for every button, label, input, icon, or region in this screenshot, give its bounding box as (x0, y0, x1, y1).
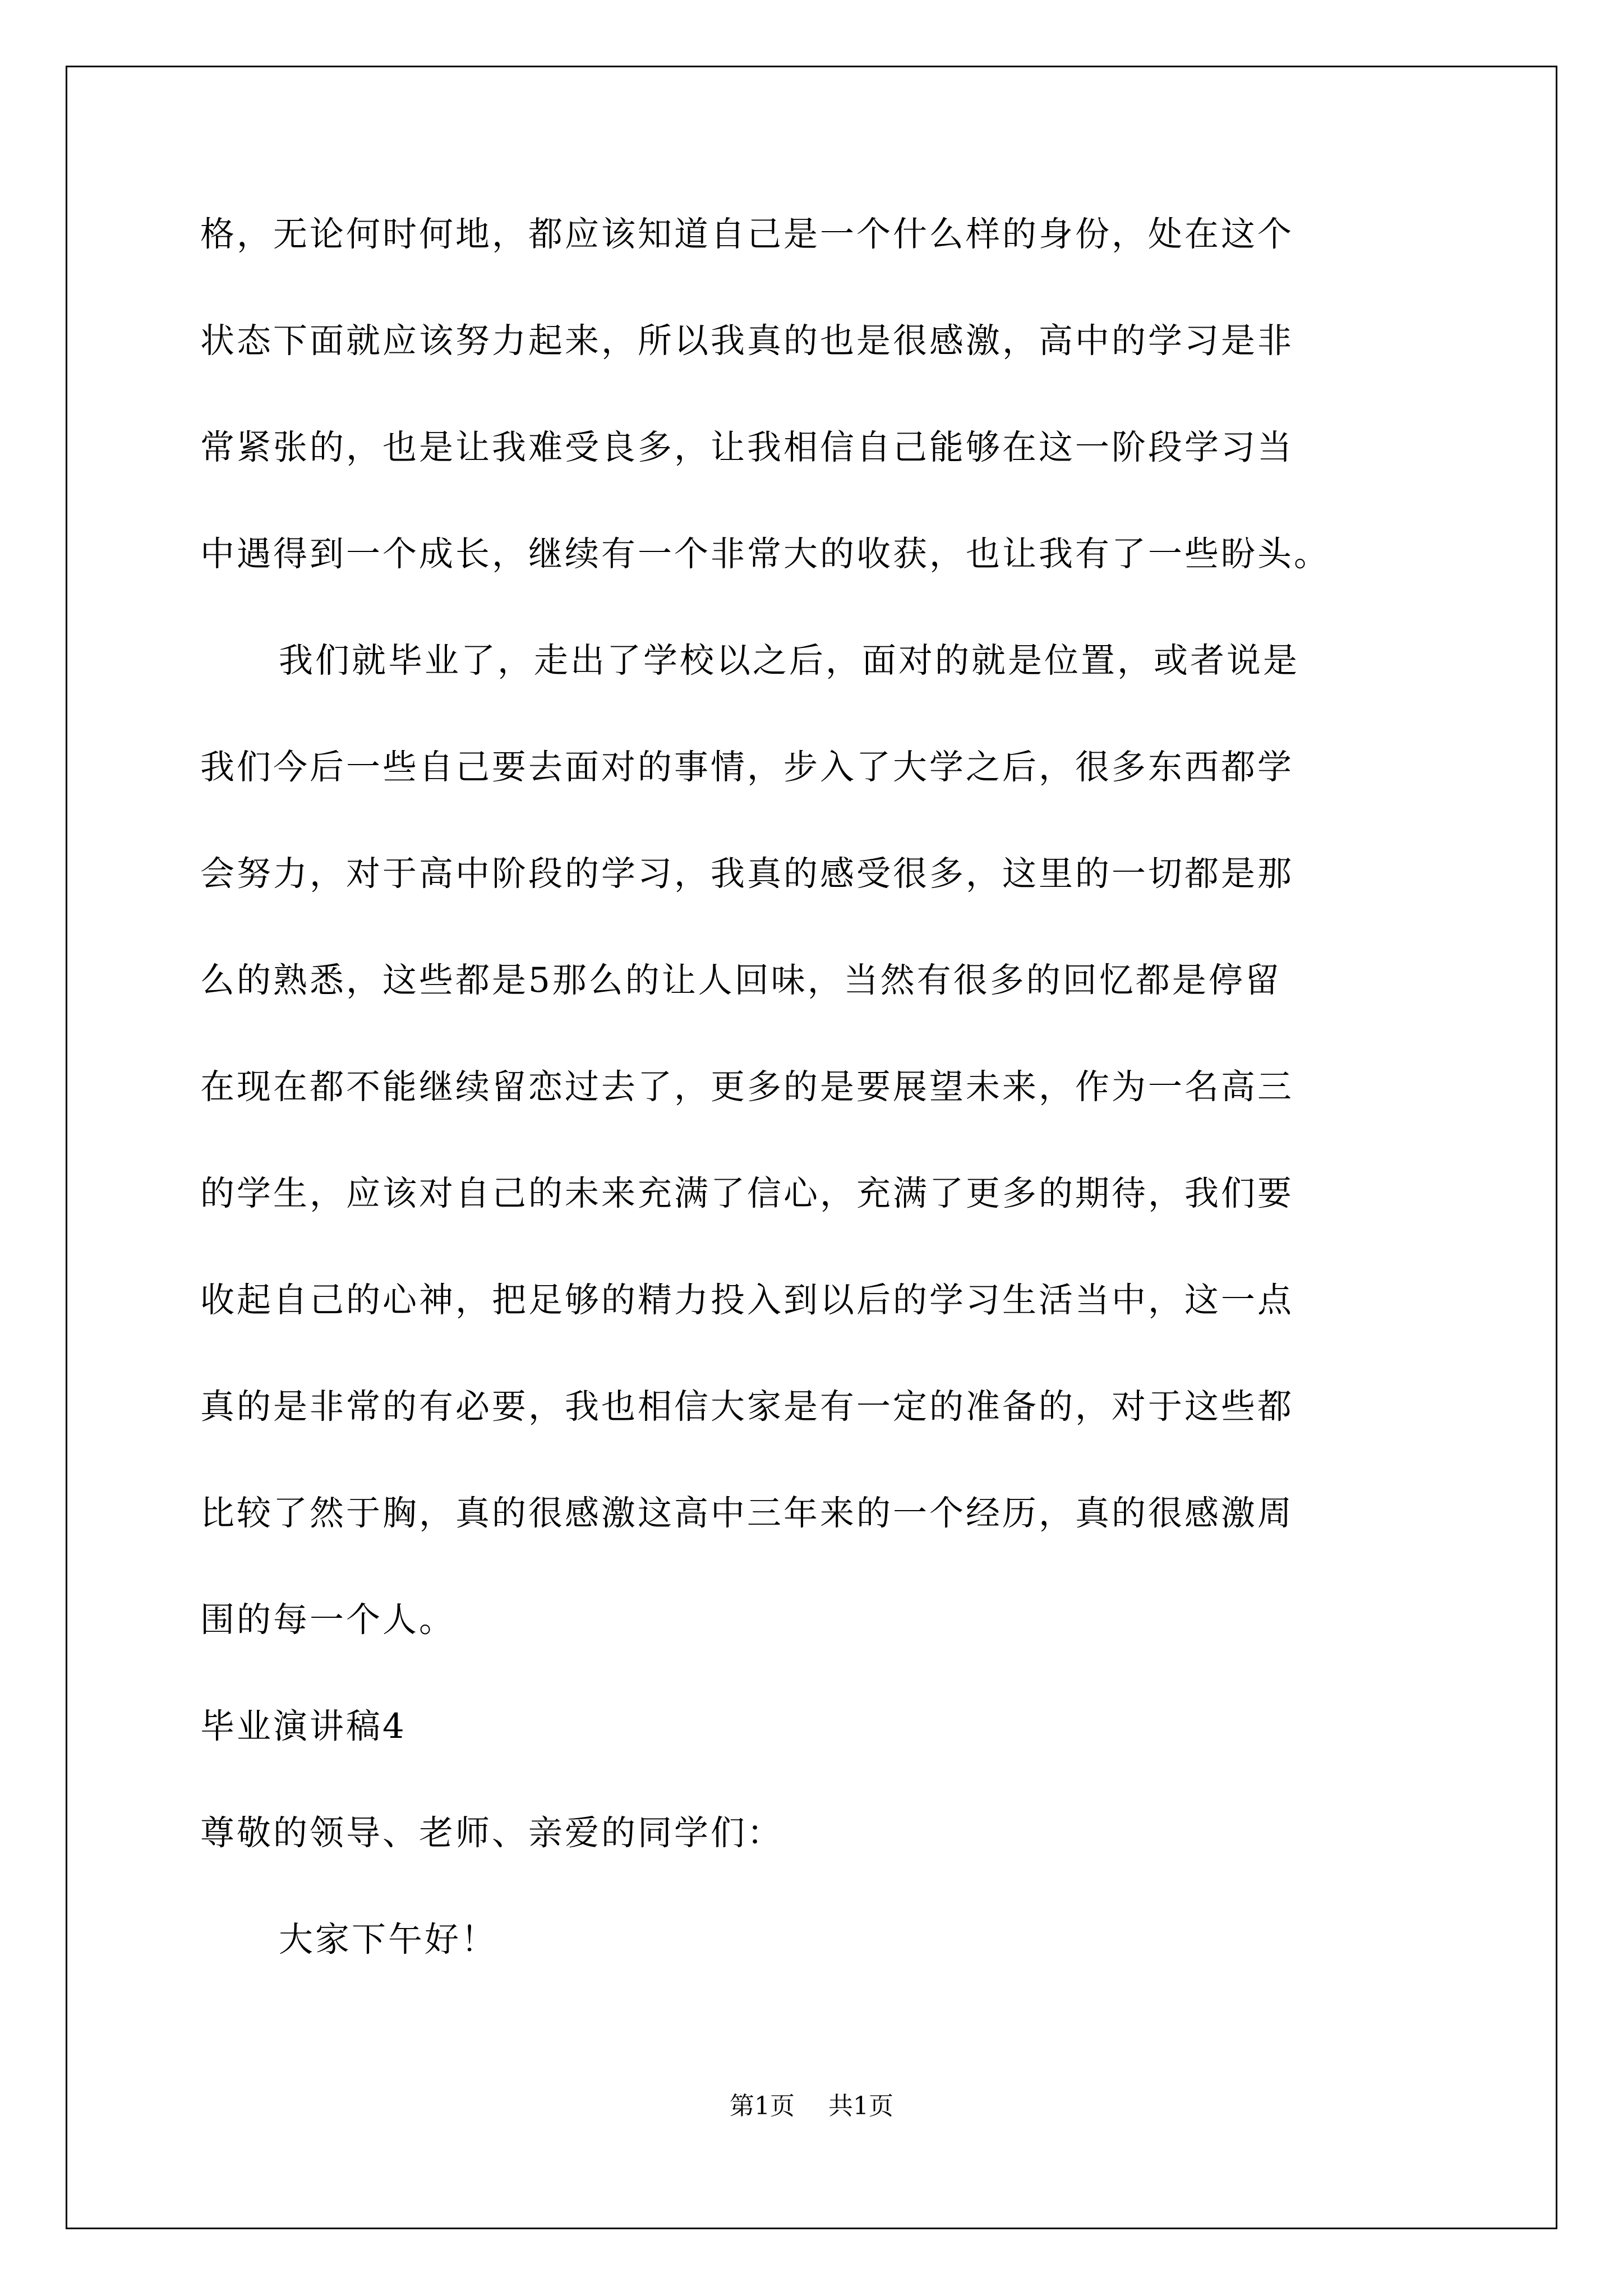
body-line-4: 中遇得到一个成长，继续有一个非常大的收获，也让我有了一些盼头。 (200, 534, 1331, 574)
body-line-7: 会努力，对于高中阶段的学习，我真的感受很多，这里的一切都是那 (200, 854, 1294, 894)
body-line-10: 的学生，应该对自己的未来充满了信心，充满了更多的期待，我们要 (200, 1174, 1294, 1213)
page-footer (0, 2090, 1623, 2123)
page-number: 第1页 (730, 2092, 795, 2120)
section-heading: 毕业演讲稿4 (200, 1706, 407, 1746)
body-line-8: 么的熟悉，这些都是5那么的让人回味，当然有很多的回忆都是停留 (200, 960, 1281, 1000)
body-line-9: 在现在都不能继续留恋过去了，更多的是要展望未来，作为一名高三 (200, 1067, 1294, 1107)
page-border (66, 66, 1557, 2229)
body-line-1: 格，无论何时何地，都应该知道自己是一个什么样的身份，处在这个 (200, 214, 1294, 254)
body-line-2: 状态下面就应该努力起来，所以我真的也是很感激，高中的学习是非 (200, 321, 1294, 361)
salutation: 尊敬的领导、老师、亲爱的同学们： (200, 1813, 784, 1853)
body-line-12: 真的是非常的有必要，我也相信大家是有一定的准备的，对于这些都 (200, 1387, 1294, 1427)
body-line-6: 我们今后一些自己要去面对的事情，步入了大学之后，很多东西都学 (200, 747, 1294, 787)
body-line-3: 常紧张的，也是让我难受良多，让我相信自己能够在这一阶段学习当 (200, 427, 1294, 467)
body-line-11: 收起自己的心神，把足够的精力投入到以后的学习生活当中，这一点 (200, 1280, 1294, 1320)
body-line-5: 我们就毕业了，走出了学校以之后，面对的就是位置，或者说是 (279, 641, 1300, 680)
greeting: 大家下午好！ (279, 1920, 498, 1959)
body-line-14: 围的每一个人。 (200, 1600, 456, 1640)
body-line-13: 比较了然于胸，真的很感激这高中三年来的一个经历，真的很感激周 (200, 1493, 1294, 1533)
page-total: 共1页 (828, 2092, 893, 2120)
